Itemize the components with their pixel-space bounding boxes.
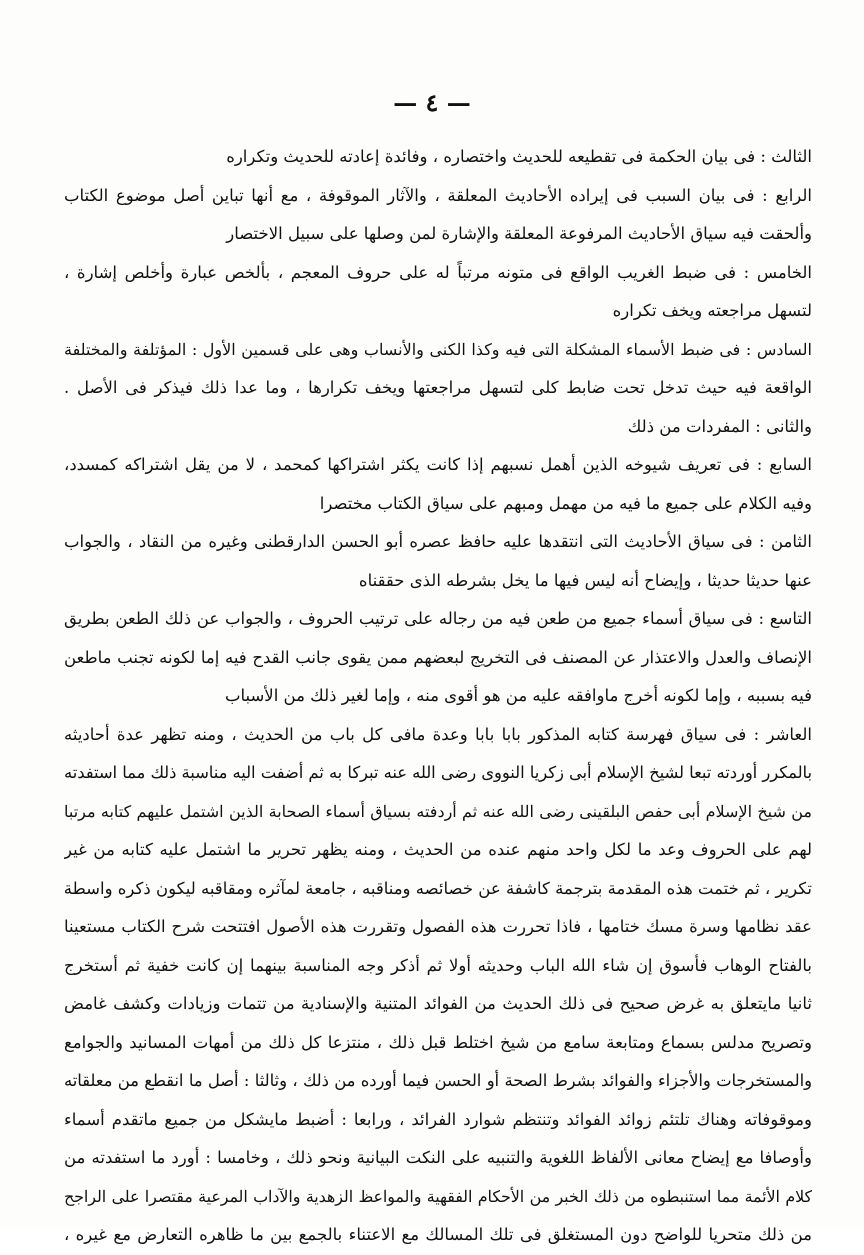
text-line: الخامس : فى ضبط الغريب الواقع فى متونه مرتباً له على حروف المعجم ، بألخص عبارة وأخلص إشارة ،: [64, 262, 812, 282]
text-line: الثامن : فى سياق الأحاديث التى انتقدها عليه حافظ عصره أبو الحسن الدارقطنى وغيره من النقاد ، والجواب: [64, 532, 812, 551]
text-line: وموقوفاته وهناك تلتئم زوائد الفوائد وتنتظم شوارد الفرائد ، ورابعا : أضبط مايشكل من جميع ماتقدم أسماء: [64, 1109, 812, 1129]
text-line: ثانيا مايتعلق به غرض صحيح فى ذلك الحديث من الفوائد المتنية والإسنادية من تتمات وزيادات وكشف غامض: [64, 994, 812, 1013]
text-line: من شيخ الإسلام أبى حفص البلقينى رضى الله عنه ثم أردفته بسياق أسماء الصحابة الذين اشتمل عليهم كتابه مرتبا: [64, 801, 812, 821]
text-line: وألحقت فيه سياق الأحاديث المرفوعة المعلقة والإشارة لمن وصلها على سبيل الاختصار: [226, 224, 812, 243]
text-line: الثالث : فى بيان الحكمة فى تقطيعه للحديث واختصاره ، وفائدة إعادته للحديث وتكراره: [226, 147, 812, 166]
text-line: الواقعة فيه حيث تدخل تحت ضابط كلى لتسهل مراجعتها ويخف تكرارها ، وما عدا ذلك فيذكر فى الأصل .: [64, 378, 812, 397]
text-body: [64, 138, 812, 1255]
text-line: تكرير ، ثم ختمت هذه المقدمة بترجمة كاشفة عن خصائصه ومناقبه ، جامعة لمآثره ومقاقبه ليكون ذكره واسطة: [64, 878, 812, 898]
text-line: عنها حديثا حديثا ، وإيضاح أنه ليس فيها ما يخل بشرطه الذى حققناه: [358, 570, 812, 590]
text-line: والثانى : المفردات من ذلك: [627, 416, 812, 436]
text-line: التاسع : فى سياق أسماء جميع من طعن فيه من رجاله على ترتيب الحروف ، والجواب عن ذلك الطعن بطريق: [64, 609, 812, 628]
text-line: والمستخرجات والأجزاء والفوائد بشرط الصحة أو الحسن فيما أورده من ذلك ، وثالثا : أصل ما انقطع من معلقاته: [64, 1071, 812, 1090]
text-line: لتسهل مراجعته ويخف تكراره: [612, 301, 812, 320]
text-line: وتصريح مدلس بسماع ومتابعة سامع من شيخ اختلط قبل ذلك ، منتزعا كل ذلك من أمهات المسانيد والجوامع: [64, 1032, 812, 1052]
text-line: وفيه الكلام على جميع ما فيه من مهمل ومبهم على سياق الكتاب مختصرا: [319, 493, 812, 513]
text-line: السابع : فى تعريف شيوخه الذين أهمل نسبهم إذا كانت يكثر اشتراكها كمحمد ، لا من يقل اشتراكه كمسدد،: [64, 455, 812, 474]
text-line: فيه بسببه ، وإما لكونه أخرج ماوافقه عليه من هو أقوى منه ، وإما لغير ذلك من الأسباب: [224, 686, 812, 705]
text-line: العاشر : فى سياق فهرسة كتابه المذكور بابا بابا وعدة مافى كل باب من الحديث ، ومنه تظهر عدة أحاديثه: [64, 724, 812, 744]
text-line: الإنصاف والعدل والاعتذار عن المصنف فى التخريج لبعضهم ممن يقوى جانب القدح فيه إما لكونه تجنب ماطعن: [64, 647, 812, 667]
text-line: الرابع : فى بيان السبب فى إيراده الأحاديث المعلقة ، والآثار الموقوفة ، مع أنها تباين أصل موضوع الكتاب: [64, 185, 812, 205]
text-line: من ذلك متحريا للواضح دون المستغلق فى تلك المسالك مع الاعتناء بالجمع بين ما ظاهره التعارض مع غيره ،: [64, 1225, 812, 1244]
text-line: بالمكرر أوردته تبعا لشيخ الإسلام أبى زكريا النووى رضى الله عنه تبركا به ثم أضفت اليه مناسبة ذلك مما استفدته: [64, 763, 812, 782]
text-line: السادس : فى ضبط الأسماء المشكلة التى فيه وكذا الكنى والأنساب وهى على قسمين الأول : المؤتلفة والمختلفة: [64, 339, 812, 359]
text-line: لهم على الحروف وعد ما لكل واحد منهم عنده من الحديث ، ومنه يظهر تحرير ما اشتمل عليه كتابه من غير: [64, 840, 812, 859]
text-line: عقد نظامها وسرة مسك ختامها ، فاذا تحررت هذه الفصول وتقررت هذه الأصول افتتحت شرح الكتاب مستعينا: [64, 917, 812, 936]
text-line: كلام الأئمة مما استنبطوه من ذلك الخبر من الأحكام الفقهية والمواعظ الزهدية والآداب المرعية مقتصرا على الراجح: [64, 1186, 812, 1206]
page-number: — ٤ —: [393, 88, 471, 117]
text-line: بالفتاح الوهاب فأسوق إن شاء الله الباب وحديثه أولا ثم أذكر وجه المناسبة بينهما إن كانت خفية ثم أستخرج: [64, 955, 812, 975]
text-line: وأوصافا مع إيضاح معانى الألفاظ اللغوية والتنبيه على النكت البيانية ونحو ذلك ، وخامسا : أورد ما استفدته من: [64, 1148, 812, 1167]
